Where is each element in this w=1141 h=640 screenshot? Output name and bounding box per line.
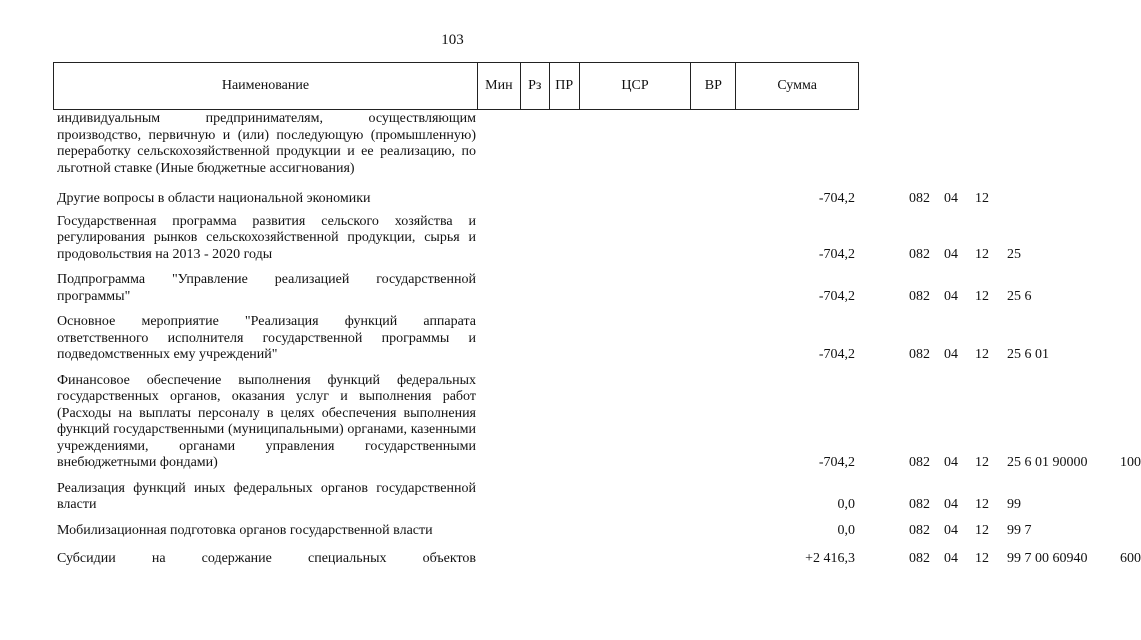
table-row [57,551,1141,568]
header-rz: Рз [521,63,550,109]
table-row [57,272,1032,305]
row-csr: 99 7 [1007,522,1032,538]
row-min: 082 [909,522,930,538]
row-name: Основное мероприятие "Реализация функций аппарата ответственного исполнителя государственной программы и подведомственных ему учреждений" [57,314,476,362]
row-min: 082 [909,191,930,206]
table-row [57,111,857,177]
header-csr: ЦСР [580,63,692,109]
row-csr: 99 7 00 60940 [1007,551,1088,566]
row-min: 082 [909,246,930,262]
row-pr: 12 [975,497,989,512]
row-name: Государственная программа развития сельского хозяйства и регулирования рынков сельскохозяйственной продукции, сырья и продовольствия на 2013 - 2020 годы [57,213,476,262]
header-name: Наименование [54,63,478,109]
table-body [57,111,1141,568]
row-rz: 04 [944,455,958,470]
table-row [57,213,1021,264]
row-min: 082 [909,347,930,362]
row-min: 082 [909,551,930,566]
row-sum: -704,2 [818,246,855,262]
row-values [476,551,1141,568]
row-values [476,288,1032,306]
row-min: 082 [909,455,930,470]
row-rz: 04 [944,191,958,206]
row-sum: 0,0 [837,497,855,512]
row-csr: 25 6 01 [1007,347,1049,362]
row-pr: 12 [975,246,989,262]
row-min: 082 [909,288,930,304]
row-rz: 04 [944,246,958,262]
table-header [53,62,859,110]
header-pr: ПР [550,63,580,109]
row-name: Другие вопросы в области национальной экономики [57,191,371,206]
row-csr: 25 [1007,246,1021,262]
row-rz: 04 [944,288,958,304]
row-pr: 12 [975,522,989,538]
row-pr: 12 [975,288,989,304]
row-rz: 04 [944,522,958,538]
row-pr: 12 [975,191,989,206]
row-pr: 12 [975,551,989,566]
table-row [57,522,1032,540]
table-row [57,372,1141,472]
row-sum: -704,2 [818,191,855,206]
row-sum: +2 416,3 [805,551,855,566]
table-row [57,314,1049,364]
table-row [57,191,989,208]
row-sum: -704,2 [818,455,855,470]
row-name: Реализация функций иных федеральных органов государственной власти [57,480,476,512]
row-values [476,522,1032,540]
row-vr: 100 [1120,455,1141,470]
row-rz: 04 [944,497,958,512]
row-name: индивидуальным предпринимателям, осуществляющим производство, первичную и (или) последующую (промышленную) переработку сельскохозяйственной продукции и ее реализацию, по льготной ставке (Иные бюджетные ассигнования) [57,111,476,176]
row-pr: 12 [975,347,989,362]
row-values [476,347,1049,364]
row-values [476,497,1021,514]
row-min: 082 [909,497,930,512]
row-name: Субсидии на содержание специальных объектов [57,551,476,566]
row-rz: 04 [944,551,958,566]
row-name: Подпрограмма "Управление реализацией государственной программы" [57,272,476,304]
row-values [476,191,989,208]
row-rz: 04 [944,347,958,362]
row-name: Финансовое обеспечение выполнения функций федеральных государственных органов, оказания услуг и выполнения работ (Расходы на выплаты персоналу в целях обеспечения выполнения функций государственными (муниципальными) органами, казенными учреждениями, органами управления государственными внебюджетными фондами) [57,372,476,470]
row-csr: 25 6 [1007,288,1032,304]
row-values [476,455,1141,472]
row-pr: 12 [975,455,989,470]
row-name: Мобилизационная подготовка органов государственной власти [57,522,433,538]
header-vr: ВР [691,63,736,109]
row-sum: -704,2 [818,288,855,304]
header-sum: Сумма [777,78,817,93]
row-vr: 600 [1120,551,1141,566]
table-row [57,480,1021,514]
row-values [476,246,1021,264]
page-number: 103 [441,32,464,48]
row-csr: 99 [1007,497,1021,512]
row-csr: 25 6 01 90000 [1007,455,1088,470]
row-sum: 0,0 [837,522,855,538]
header-min: Мин [478,63,521,109]
row-sum: -704,2 [818,347,855,362]
